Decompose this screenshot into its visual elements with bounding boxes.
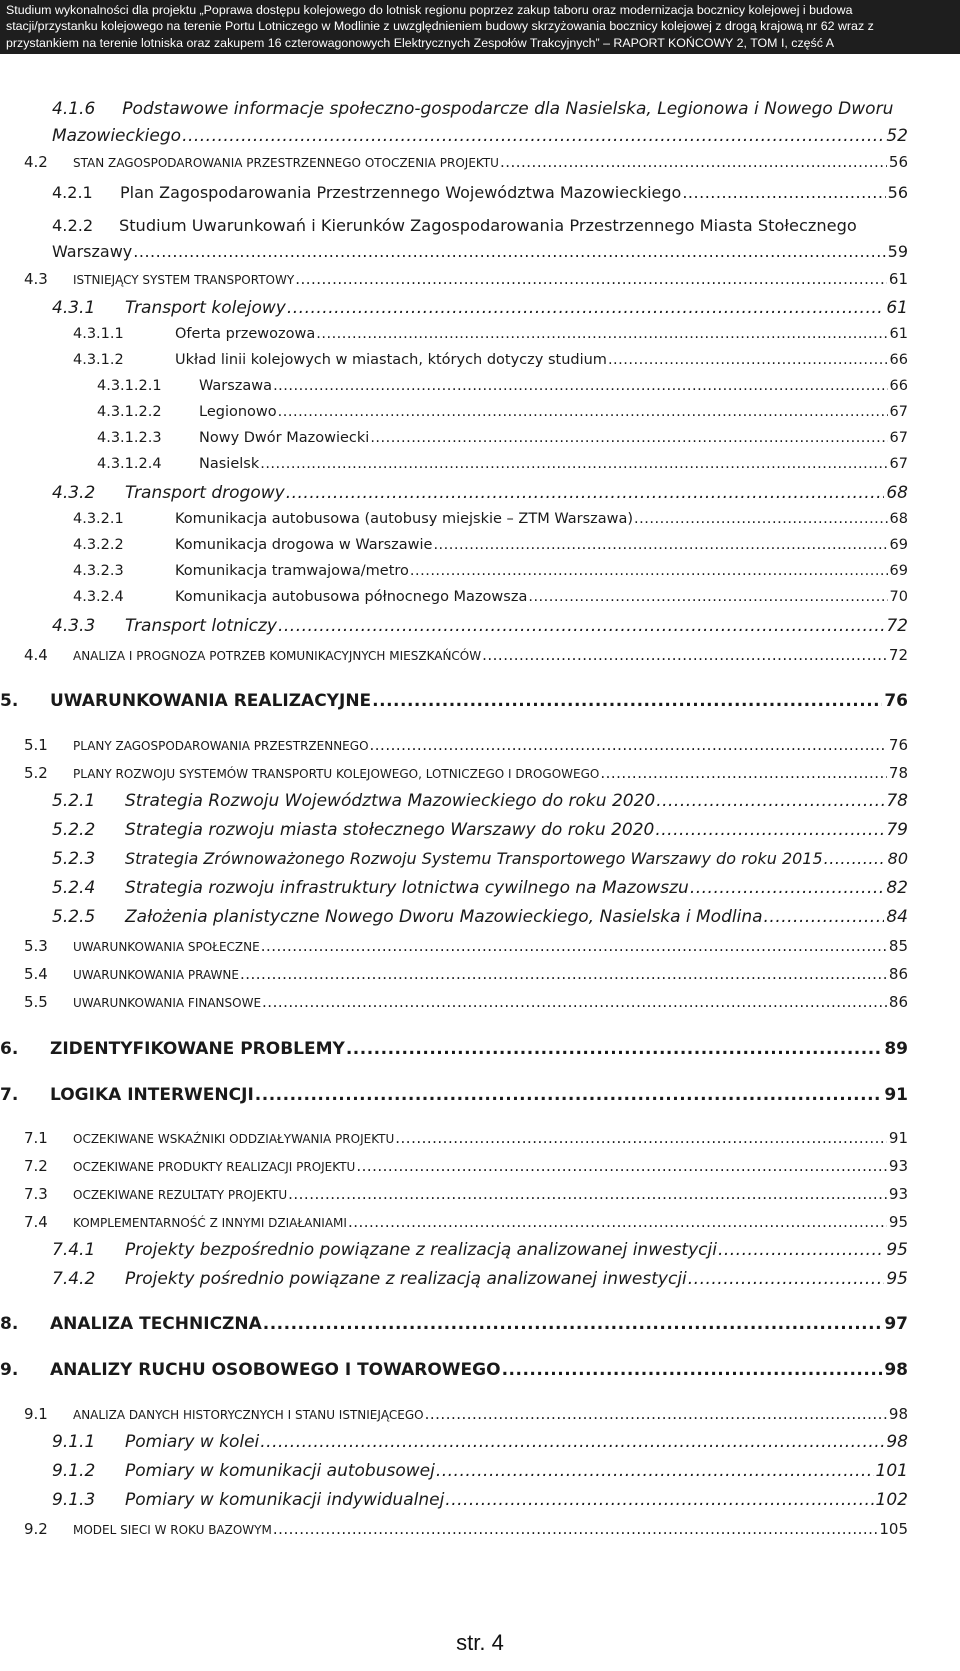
toc-entry-title: UWARUNKOWANIA REALIZACYJNE: [50, 691, 372, 711]
toc-entry-number: 4.3.2: [52, 483, 96, 503]
toc-entry-page: 66: [889, 378, 908, 394]
toc-entry-leader-row: [73, 937, 908, 955]
toc-entry-number: 4.3.1.2.2: [97, 404, 162, 420]
toc-entry-title: [73, 1129, 394, 1147]
toc-dot-leader: [260, 456, 887, 472]
toc-entry-title: Transport drogowy: [125, 483, 285, 503]
toc-entry-number: 5.2.1: [52, 791, 96, 811]
toc-entry-9-2[interactable]: [0, 1520, 960, 1544]
toc-entry-5-2-5[interactable]: [0, 907, 960, 931]
toc-entry-number: 5.2.2: [52, 820, 96, 840]
toc-entry-leader-row: [125, 1269, 908, 1289]
toc-entry-title-text: PLANY ZAGOSPODAROWANIA PRZESTRZENNEGO: [73, 739, 369, 753]
toc-entry-leader-row: [73, 1185, 908, 1203]
toc-entry-7-3[interactable]: [0, 1185, 960, 1209]
toc-entry-5-5[interactable]: [0, 993, 960, 1017]
toc-entry-leader-row: [125, 1490, 908, 1510]
toc-entry-leader-row: [175, 563, 908, 579]
toc-entry-4-3-1-2-3[interactable]: [0, 430, 960, 454]
toc-dot-leader: [278, 616, 884, 636]
toc-entry-leader-row: [125, 791, 908, 811]
toc-entry-number: 4.3.1.2: [73, 352, 124, 368]
toc-dot-leader: [395, 1129, 887, 1147]
toc-entry-leader-row: [52, 126, 908, 146]
toc-dot-leader: [528, 589, 887, 605]
toc-entry-title: Układ linii kolejowych w miastach, których dotyczy studium: [175, 352, 607, 368]
toc-dot-leader: [273, 378, 887, 394]
toc-entry-title: Warszawa: [199, 378, 273, 394]
toc-entry-number: 7.2: [24, 1157, 48, 1175]
toc-dot-leader: [182, 126, 884, 146]
toc-entry-title: Pomiary w kolei: [125, 1432, 260, 1452]
toc-entry-page: 101: [875, 1461, 908, 1481]
toc-entry-number: 5.2.4: [52, 878, 96, 898]
toc-entry-leader-row: [50, 691, 908, 711]
toc-entry-leader-row: [175, 511, 908, 527]
toc-entry-leader-row: [73, 646, 908, 664]
toc-entry-number: 7.1: [24, 1129, 48, 1147]
toc-entry-4-2-1[interactable]: [0, 183, 960, 207]
toc-entry-number: 5.5: [24, 993, 48, 1011]
toc-dot-leader: [286, 483, 885, 503]
toc-entry-title: [73, 1213, 347, 1231]
toc-entry-leader-row: [73, 993, 908, 1011]
toc-entry-7-4-1[interactable]: [0, 1240, 960, 1264]
toc-entry-title: Transport lotniczy: [125, 616, 277, 636]
toc-dot-leader: [655, 820, 884, 840]
toc-entry-leader-row: [73, 153, 908, 171]
toc-dot-leader: [278, 404, 888, 420]
toc-entry-7-2[interactable]: [0, 1157, 960, 1181]
toc-entry-5-2-3[interactable]: [0, 849, 960, 873]
toc-entry-title: [73, 993, 261, 1011]
toc-entry-page: 86: [888, 965, 908, 983]
toc-dot-leader: [240, 965, 887, 983]
toc-entry-leader-row: [125, 483, 908, 503]
toc-entry-page: 52: [886, 126, 908, 146]
toc-entry-title-text: UWARUNKOWANIA PRAWNE: [73, 968, 239, 982]
toc-entry-title: Komunikacja drogowa w Warszawie: [175, 537, 433, 553]
toc-entry-4-2-2[interactable]: [0, 212, 960, 272]
toc-entry-leader-row: [73, 736, 908, 754]
toc-entry-number: 4.3.2.2: [73, 537, 124, 553]
toc-entry-title: Projekty bezpośrednio powiązane z realizacją analizowanej inwestycji: [125, 1240, 717, 1260]
toc-entry-9-1-1[interactable]: [0, 1432, 960, 1456]
toc-entry-title: Założenia planistyczne Nowego Dworu Mazowieckiego, Nasielska i Modlina: [125, 907, 763, 927]
toc-entry-leader-row: [73, 1213, 908, 1231]
toc-entry-number: 4.3.1.2.1: [97, 378, 162, 394]
toc-dot-leader: [634, 511, 888, 527]
toc-dot-leader: [287, 298, 884, 318]
toc-dot-leader: [133, 242, 885, 261]
toc-entry-title: Studium Uwarunkowań i Kierunków Zagospodarowania Przestrzennego Miasta Stołecznego: [118, 216, 857, 235]
toc-entry-leader-row: [50, 1360, 908, 1380]
toc-entry-title: Nowy Dwór Mazowiecki: [199, 430, 370, 446]
toc-dot-leader: [433, 537, 887, 553]
toc-entry-number: 4.3.2.3: [73, 563, 124, 579]
toc-entry-number: 5.2: [24, 764, 48, 782]
toc-entry-page: 61: [888, 270, 908, 288]
toc-entry-number: 5.3: [24, 937, 48, 955]
toc-entry-leader-row: [73, 1129, 908, 1147]
toc-entry-number: 4.3.1: [52, 298, 96, 318]
toc-entry-page: 86: [888, 993, 908, 1011]
toc-entry-leader-row: [175, 537, 908, 553]
toc-entry-leader-row: [125, 1240, 908, 1260]
toc-entry-title: Pomiary w komunikacji indywidualnej: [125, 1490, 445, 1510]
toc-dot-leader: [445, 1490, 873, 1510]
toc-entry-page: 95: [886, 1269, 908, 1289]
toc-entry-title-text: KOMPLEMENTARNOŚĆ Z INNYMI DZIAŁANIAMI: [73, 1216, 347, 1230]
toc-entry-number: 9.1.2: [52, 1461, 96, 1481]
toc-entry-title-text: MODEL SIECI W ROKU BAZOWYM: [73, 1523, 272, 1537]
toc-entry-number: 7.: [0, 1085, 19, 1105]
toc-entry-title: Strategia Zrównoważonego Rozwoju Systemu Transportowego Warszawy do roku 2015: [125, 849, 823, 868]
toc-entry-title: Strategia rozwoju miasta stołecznego Warszawy do roku 2020: [125, 820, 655, 840]
toc-entry-leader-row: [125, 616, 908, 636]
toc-entry-page: 89: [884, 1039, 908, 1059]
toc-entry-leader-row: [50, 1039, 908, 1059]
toc-entry-title: Legionowo: [199, 404, 277, 420]
toc-entry-5-2[interactable]: [0, 764, 960, 788]
toc-entry-title: Pomiary w komunikacji autobusowej: [125, 1461, 435, 1481]
toc-entry-title: [73, 153, 499, 171]
toc-entry-page: 76: [884, 691, 908, 711]
toc-entry-4-3-1-2[interactable]: [0, 352, 960, 376]
toc-entry-5-2-4[interactable]: [0, 878, 960, 902]
toc-dot-leader: [824, 849, 886, 868]
toc-dot-leader: [316, 326, 887, 342]
toc-entry-page: 61: [889, 326, 908, 342]
toc-entry-page: 59: [887, 242, 908, 261]
toc-entry-title-text: OCZEKIWANE REZULTATY PROJEKTU: [73, 1188, 288, 1202]
toc-entry-number: 4.1.6: [52, 99, 96, 119]
toc-entry-number: 7.4.1: [52, 1240, 96, 1260]
toc-dot-leader: [425, 1405, 887, 1423]
toc-entry-leader-row: [73, 270, 908, 288]
toc-dot-leader: [500, 153, 887, 171]
toc-entry-title-text: UWARUNKOWANIA SPOŁECZNE: [73, 940, 260, 954]
toc-entry-9-1-3[interactable]: [0, 1490, 960, 1514]
toc-entry-page: 93: [888, 1185, 908, 1203]
toc-entry-chapter-5[interactable]: [0, 691, 960, 715]
toc-entry-number: 5.4: [24, 965, 48, 983]
toc-entry-chapter-8[interactable]: [0, 1314, 960, 1338]
toc-entry-title: Nasielsk: [199, 456, 260, 472]
toc-entry-leader-row: [73, 1405, 908, 1423]
toc-entry-number: 9.1.1: [52, 1432, 96, 1452]
toc-entry-title: Strategia Rozwoju Województwa Mazowieckiego do roku 2020: [125, 791, 656, 811]
toc-entry-leader-row: [50, 1085, 908, 1105]
toc-entry-number: 9.2: [24, 1520, 48, 1538]
page-number: str. 4: [456, 1630, 504, 1655]
toc-entry-leader-row: [120, 183, 908, 202]
toc-entry-4-3-2-2[interactable]: [0, 537, 960, 561]
toc-entry-title: [73, 1405, 424, 1423]
toc-entry-title: Oferta przewozowa: [175, 326, 316, 342]
toc-dot-leader: [263, 1314, 883, 1334]
toc-entry-page: 95: [888, 1213, 908, 1231]
toc-dot-leader: [656, 791, 884, 811]
toc-dot-leader: [273, 1520, 878, 1538]
toc-dot-leader: [260, 1432, 884, 1452]
toc-entry-title-block: [52, 212, 908, 239]
toc-entry-page: 80: [887, 849, 908, 868]
toc-entry-leader-row: [199, 430, 908, 446]
toc-entry-page: 79: [886, 820, 908, 840]
toc-entry-number: 5.2.5: [52, 907, 96, 927]
toc-entry-title: Plan Zagospodarowania Przestrzennego Województwa Mazowieckiego: [120, 183, 682, 202]
toc-entry-page: 78: [886, 791, 908, 811]
toc-entry-4-1-6[interactable]: [0, 96, 960, 156]
toc-entry-5-1[interactable]: [0, 736, 960, 760]
header-line-2: stacji/przystanku kolejowego na terenie Portu Lotniczego w Modlinie z uwzględnieniem budowy skrzyżowania bocznicy kolejowej z drogą krajową nr 62 wraz z: [6, 19, 874, 33]
toc-dot-leader: [690, 878, 885, 898]
toc-entry-number: 4.2.2: [52, 216, 94, 235]
toc-entry-4-3[interactable]: [0, 270, 960, 294]
toc-dot-leader: [608, 352, 888, 368]
toc-entry-leader-row: [199, 378, 908, 394]
toc-entry-page: 78: [888, 764, 908, 782]
toc-entry-7-4-2[interactable]: [0, 1269, 960, 1293]
toc-entry-title-cont: Mazowieckiego: [52, 126, 182, 146]
toc-entry-leader-row: [125, 878, 908, 898]
toc-entry-number: 9.1.3: [52, 1490, 96, 1510]
toc-entry-title: [73, 1157, 355, 1175]
toc-entry-page: 56: [887, 183, 908, 202]
toc-entry-leader-row: [125, 849, 908, 868]
toc-entry-4-3-2-4[interactable]: [0, 589, 960, 613]
toc-entry-number: 8.: [0, 1314, 19, 1334]
toc-entry-leader-row: [125, 820, 908, 840]
toc-entry-5-2-1[interactable]: [0, 791, 960, 815]
toc-entry-page: 67: [889, 430, 908, 446]
toc-entry-4-3-3[interactable]: [0, 616, 960, 640]
toc-dot-leader: [718, 1240, 884, 1260]
toc-entry-title: [73, 764, 599, 782]
toc-entry-title-text: OCZEKIWANE PRODUKTY REALIZACJI PROJEKTU: [73, 1160, 356, 1174]
toc-entry-number: 4.2: [24, 153, 48, 171]
toc-entry-4-3-2-1[interactable]: [0, 511, 960, 535]
toc-entry-number: 7.3: [24, 1185, 48, 1203]
toc-entry-page: 67: [889, 456, 908, 472]
toc-entry-title: [73, 1520, 272, 1538]
toc-dot-leader: [764, 907, 885, 927]
toc-entry-number: 4.3.3: [52, 616, 96, 636]
toc-entry-leader-row: [73, 764, 908, 782]
toc-entry-number: 9.: [0, 1360, 19, 1380]
toc-dot-leader: [261, 937, 887, 955]
toc-entry-number: 9.1: [24, 1405, 48, 1423]
toc-entry-number: 4.3.1.2.4: [97, 456, 162, 472]
toc-entry-title: ANALIZA TECHNICZNA: [50, 1314, 262, 1334]
toc-entry-5-3[interactable]: [0, 937, 960, 961]
toc-entry-page: 69: [889, 563, 908, 579]
toc-entry-number: 4.3: [24, 270, 48, 288]
toc-entry-4-3-2-3[interactable]: [0, 563, 960, 587]
toc-entry-number: 5.1: [24, 736, 48, 754]
toc-entry-leader-row: [199, 404, 908, 420]
toc-dot-leader: [348, 1213, 887, 1231]
toc-entry-title-text: ANALIZA I PROGNOZA POTRZEB KOMUNIKACYJNYCH MIESZKAŃCÓW: [73, 649, 482, 663]
toc-dot-leader: [370, 430, 887, 446]
toc-entry-page: 93: [888, 1157, 908, 1175]
toc-entry-title: [73, 270, 294, 288]
toc-entry-9-1[interactable]: [0, 1405, 960, 1429]
toc-entry-title: LOGIKA INTERWENCJI: [50, 1085, 254, 1105]
toc-entry-page: 72: [888, 646, 908, 664]
toc-entry-number: 7.4.2: [52, 1269, 96, 1289]
toc-entry-leader-row: [73, 1157, 908, 1175]
toc-dot-leader: [356, 1157, 887, 1175]
toc-entry-number: 7.4: [24, 1213, 48, 1231]
toc-entry-5-4[interactable]: [0, 965, 960, 989]
toc-entry-page: 56: [888, 153, 908, 171]
toc-dot-leader: [372, 691, 882, 711]
toc-entry-page: 72: [886, 616, 908, 636]
toc-dot-leader: [482, 646, 887, 664]
toc-entry-page: 91: [884, 1085, 908, 1105]
toc-entry-7-1[interactable]: [0, 1129, 960, 1153]
toc-entry-7-4[interactable]: [0, 1213, 960, 1237]
toc-entry-number: 4.3.1.2.3: [97, 430, 162, 446]
toc-entry-page: 84: [886, 907, 908, 927]
toc-dot-leader: [255, 1085, 883, 1105]
toc-entry-title: ANALIZY RUCHU OSOBOWEGO I TOWAROWEGO: [50, 1360, 501, 1380]
toc-entry-number: 4.3.1.1: [73, 326, 124, 342]
toc-dot-leader: [682, 183, 885, 202]
toc-entry-number: 4.3.2.4: [73, 589, 124, 605]
toc-entry-title-text: STAN ZAGOSPODAROWANIA PRZESTRZENNEGO OTOCZENIA PROJEKTU: [73, 156, 499, 170]
toc-entry-4-3-1-1[interactable]: [0, 326, 960, 350]
toc-dot-leader: [502, 1360, 883, 1380]
header-line-1: Studium wykonalności dla projektu „Poprawa dostępu kolejowego do lotnisk regionu poprzez zakup taboru oraz modernizacja bocznicy kolejowej i budowa: [6, 3, 853, 17]
toc-entry-4-3-1[interactable]: [0, 298, 960, 322]
toc-entry-title-text: OCZEKIWANE WSKAŹNIKI ODDZIAŁYWANIA PROJEKTU: [73, 1132, 395, 1146]
toc-entry-number: 5.: [0, 691, 19, 711]
toc-entry-title: [73, 1185, 287, 1203]
toc-entry-leader-row: [125, 1461, 908, 1481]
toc-entry-4-4[interactable]: [0, 646, 960, 670]
toc-entry-leader-row: [52, 242, 908, 261]
toc-entry-title-text: ISTNIEJĄCY SYSTEM TRANSPORTOWY: [73, 273, 295, 287]
toc-dot-leader: [436, 1461, 874, 1481]
toc-entry-page: 98: [886, 1432, 908, 1452]
toc-entry-title: Komunikacja autobusowa (autobusy miejskie – ZTM Warszawa): [175, 511, 634, 527]
toc-entry-number: 6.: [0, 1039, 19, 1059]
toc-dot-leader: [288, 1185, 887, 1203]
toc-entry-page: 69: [889, 537, 908, 553]
toc-entry-leader-row: [125, 1432, 908, 1452]
toc-entry-page: 105: [879, 1520, 908, 1538]
toc-entry-4-3-2[interactable]: [0, 483, 960, 507]
toc-entry-chapter-6[interactable]: [0, 1039, 960, 1063]
toc-dot-leader: [600, 764, 887, 782]
toc-entry-leader-row: [73, 965, 908, 983]
toc-entry-title: ZIDENTYFIKOWANE PROBLEMY: [50, 1039, 345, 1059]
toc-dot-leader: [370, 736, 887, 754]
toc-entry-title: [73, 937, 260, 955]
toc-entry-title-cont: Warszawy: [52, 242, 133, 261]
toc-entry-title-text: ANALIZA DANYCH HISTORYCZNYCH I STANU ISTNIEJĄCEGO: [73, 1408, 424, 1422]
header-line-3: przystankiem na terenie lotniska oraz zakupem 16 czterowagonowych Elektrycznych Zespołów Trakcyjnych” – RAPORT KOŃCOWY 2, TOM I, część A: [6, 36, 834, 50]
toc-entry-leader-row: [175, 589, 908, 605]
toc-dot-leader: [295, 270, 887, 288]
toc-entry-page: 61: [886, 298, 908, 318]
toc-entry-title-block: [52, 96, 908, 123]
toc-entry-title: [73, 965, 239, 983]
toc-entry-page: 68: [886, 483, 908, 503]
toc-entry-title-text: PLANY ROZWOJU SYSTEMÓW TRANSPORTU KOLEJOWEGO, LOTNICZEGO I DROGOWEGO: [73, 767, 600, 781]
toc-dot-leader: [262, 993, 887, 1011]
toc-entry-title: Projekty pośrednio powiązane z realizacją analizowanej inwestycji: [125, 1269, 687, 1289]
toc-entry-page: 70: [889, 589, 908, 605]
toc-entry-leader-row: [199, 456, 908, 472]
toc-entry-title: Podstawowe informacje społeczno-gospodarcze dla Nasielska, Legionowa i Nowego Dworu: [122, 99, 894, 119]
toc-entry-page: 66: [889, 352, 908, 368]
toc-entry-number: 4.3.2.1: [73, 511, 124, 527]
toc-entry-page: 76: [888, 736, 908, 754]
toc-entry-chapter-7[interactable]: [0, 1085, 960, 1109]
toc-entry-page: 91: [888, 1129, 908, 1147]
toc-entry-page: 98: [884, 1360, 908, 1380]
toc-dot-leader: [410, 563, 888, 579]
toc-entry-page: 68: [889, 511, 908, 527]
toc-entry-title: Strategia rozwoju infrastruktury lotnictwa cywilnego na Mazowszu: [125, 878, 689, 898]
toc-entry-4-3-1-2-4[interactable]: [0, 456, 960, 480]
toc-entry-number: 4.4: [24, 646, 48, 664]
toc-entry-page: 95: [886, 1240, 908, 1260]
toc-entry-title-text: UWARUNKOWANIA FINANSOWE: [73, 996, 262, 1010]
toc-entry-leader-row: [73, 1520, 908, 1538]
toc-entry-4-3-1-2-2[interactable]: [0, 404, 960, 428]
toc-entry-9-1-2[interactable]: [0, 1461, 960, 1485]
toc-entry-number: 4.2.1: [52, 183, 93, 202]
toc-entry-title: Komunikacja tramwajowa/metro: [175, 563, 409, 579]
toc-entry-chapter-9[interactable]: [0, 1360, 960, 1384]
toc-entry-page: 82: [886, 878, 908, 898]
toc-entry-title: Transport kolejowy: [125, 298, 286, 318]
toc-entry-leader-row: [125, 907, 908, 927]
toc-entry-leader-row: [50, 1314, 908, 1334]
toc-entry-page: 98: [888, 1405, 908, 1423]
toc-entry-page: 97: [884, 1314, 908, 1334]
toc-dot-leader: [688, 1269, 885, 1289]
toc-entry-page: 67: [889, 404, 908, 420]
toc-dot-leader: [346, 1039, 882, 1059]
toc-entry-leader-row: [125, 298, 908, 318]
toc-entry-4-2[interactable]: [0, 153, 960, 177]
toc-entry-page: 85: [888, 937, 908, 955]
toc-entry-5-2-2[interactable]: [0, 820, 960, 844]
toc-entry-title: Komunikacja autobusowa północnego Mazowsza: [175, 589, 528, 605]
toc-entry-leader-row: [175, 352, 908, 368]
toc-entry-number: 5.2.3: [52, 849, 96, 869]
toc-entry-page: 102: [875, 1490, 908, 1510]
toc-entry-title: [73, 646, 481, 664]
toc-entry-4-3-1-2-1[interactable]: [0, 378, 960, 402]
toc-entry-leader-row: [175, 326, 908, 342]
toc-entry-title: [73, 736, 369, 754]
